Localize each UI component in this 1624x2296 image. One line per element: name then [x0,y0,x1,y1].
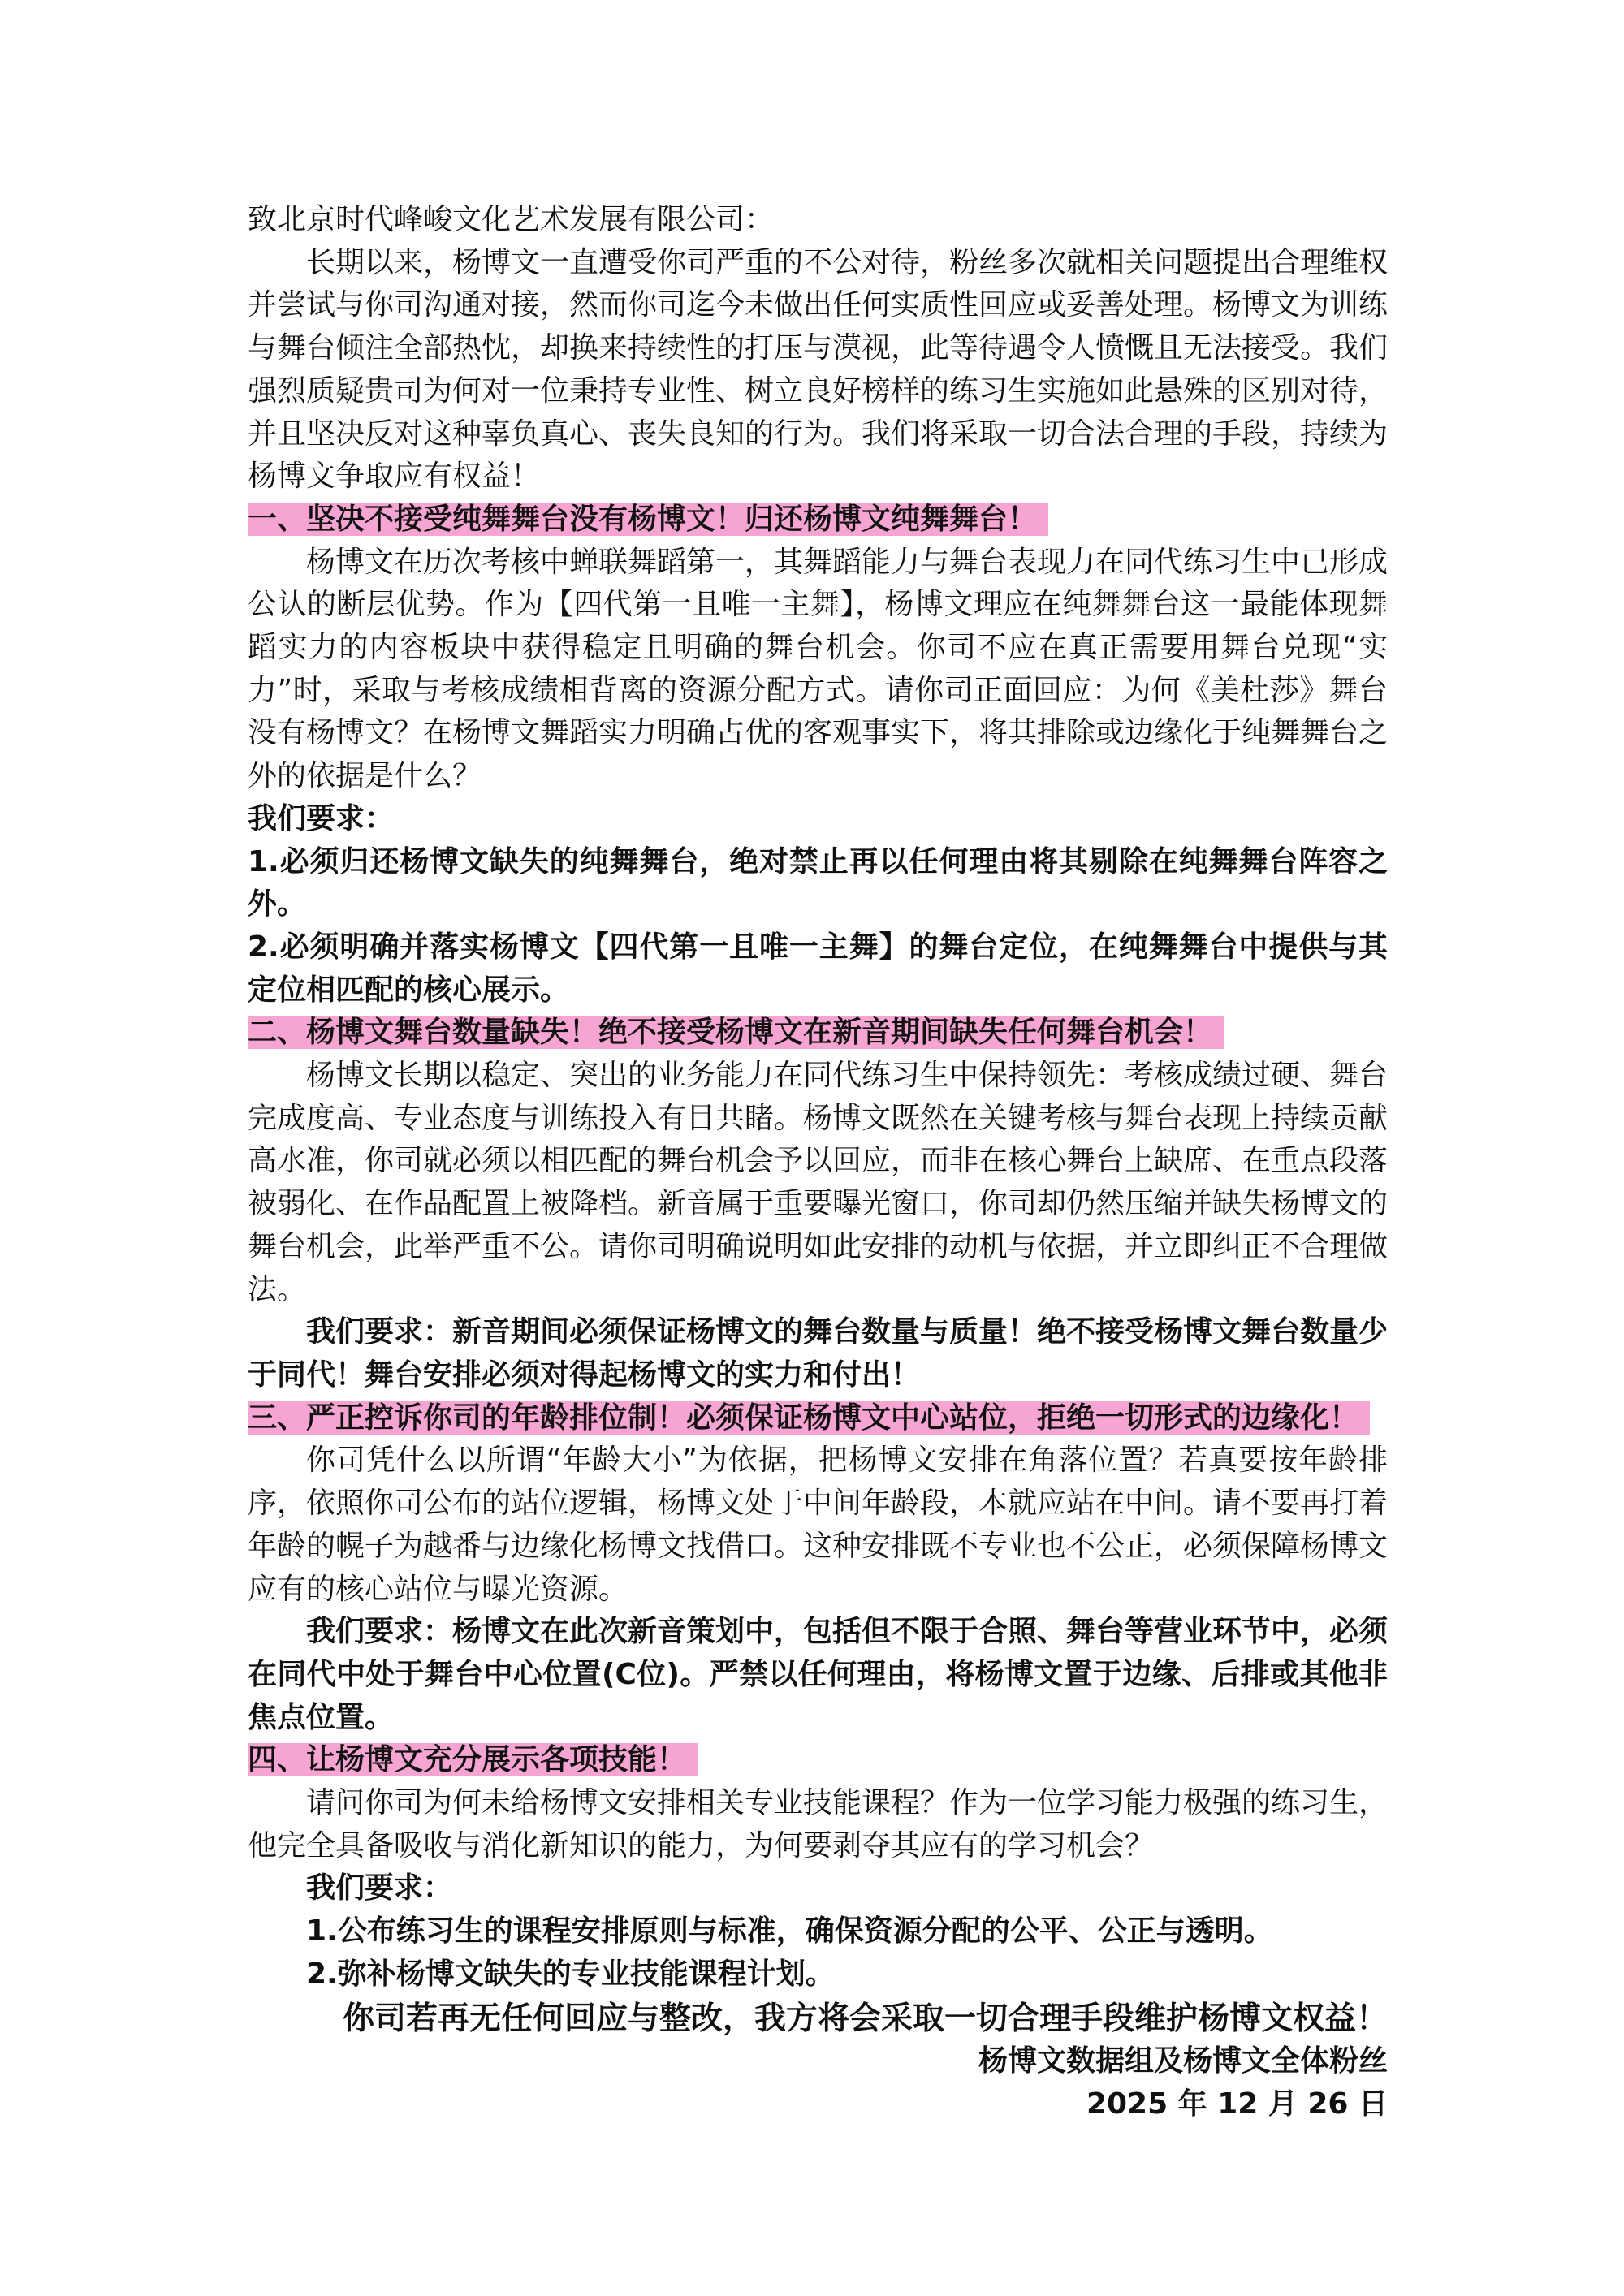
section-2 [248,1012,1388,1055]
section-1-demand-label: 我们要求： [248,801,395,835]
section-4-heading: 四、让杨博文充分展示各项技能！ [248,1743,698,1776]
section-4-demand-2: 2.弥补杨博文缺失的专业技能课程计划。 [306,1957,835,1991]
section-1-demand-1: 1.必须归还杨博文缺失的纯舞舞台，绝对禁止再以任何理由将其剔除在纯舞舞台阵容之外。 [248,844,1388,921]
section-3-body: 你司凭什么以所谓“年龄大小”为依据，把杨博文安排在角落位置？若真要按年龄排序，依照你司公布的站位逻辑，杨博文处于中间年龄段，本就应站在中间。请不要再打着年龄的幌子为越番与边缘化杨博文找借口。这种安排既不专业也不公正，必须保障杨博文应有的核心站位与曝光资源。 [248,1444,1389,1606]
section-2-heading: 二、杨博文舞台数量缺失！绝不接受杨博文在新音期间缺失任何舞台机会！ [248,1016,1224,1049]
section-4-body: 请问你司为何未给杨博文安排相关专业技能课程？作为一位学习能力极强的练习生，他完全具备吸收与消化新知识的能力，为何要剥夺其应有的学习机会？ [248,1786,1389,1862]
section-1-body: 杨博文在历次考核中蝉联舞蹈第一，其舞蹈能力与舞台表现力在同代练习生中已形成公认的断层优势。作为【四代第一且唯一主舞】，杨博文理应在纯舞舞台这一最能体现舞蹈实力的内容板块中获得稳定且明确的舞台机会。你司不应在真正需要用舞台兑现“实力”时，采取与考核成绩相背离的资源分配方式。请你司正面回应：为何《美杜莎》舞台没有杨博文？在杨博文舞蹈实力明确占优的客观事实下，将其排除或边缘化于纯舞舞台之外的依据是什么？ [248,545,1389,793]
section-3-heading: 三、严正控诉你司的年龄排位制！必须保证杨博文中心站位，拒绝一切形式的边缘化！ [248,1401,1370,1435]
section-1 [248,498,1388,542]
signature: 杨博文数据组及杨博文全体粉丝 [978,2044,1388,2078]
section-4 [248,1739,1388,1782]
intro-paragraph: 长期以来，杨博文一直遭受你司严重的不公对待，粉丝多次就相关问题提出合理维权并尝试与你司沟通对接，然而你司迄今未做出任何实质性回应或妥善处理。杨博文为训练与舞台倾注全部热忱，却换来持续性的打压与漠视，此等待遇令人愤慨且无法接受。我们强烈质疑贵司为何对一位秉持专业性、树立良好榜样的练习生实施如此悬殊的区别对待，并且坚决反对这种辜负真心、丧失良知的行为。我们将采取一切合法合理的手段，持续为杨博文争取应有权益！ [248,245,1389,494]
section-3 [248,1397,1388,1440]
section-2-demand: 我们要求：新音期间必须保证杨博文的舞台数量与质量！绝不接受杨博文舞台数量少于同代！舞台安排必须对得起杨博文的实力和付出！ [248,1315,1389,1392]
date: 2025 年 12 月 26 日 [1086,2087,1388,2121]
section-2-body: 杨博文长期以稳定、突出的业务能力在同代练习生中保持领先：考核成绩过硬、舞台完成度高、专业态度与训练投入有目共睹。杨博文既然在关键考核与舞台表现上持续贡献高水准，你司就必须以相匹配的舞台机会予以回应，而非在核心舞台上缺席、在重点段落被弱化、在作品配置上被降档。新音属于重要曝光窗口，你司却仍然压缩并缺失杨博文的舞台机会，此举严重不公。请你司明确说明如此安排的动机与依据，并立即纠正不合理做法。 [248,1059,1389,1306]
section-4-demand-label: 我们要求： [306,1871,453,1905]
closing-statement: 你司若再无任何回应与整改，我方将会采取一切合理手段维护杨博文权益！ [342,2000,1388,2037]
section-1-heading: 一、坚决不接受纯舞舞台没有杨博文！归还杨博文纯舞舞台！ [248,503,1048,536]
salutation: 致北京时代峰峻文化艺术发展有限公司： [248,203,775,236]
letter-document [248,199,1388,2126]
section-1-demand-2: 2.必须明确并落实杨博文【四代第一且唯一主舞】的舞台定位，在纯舞舞台中提供与其定位相匹配的核心展示。 [248,930,1388,1007]
section-3-demand: 我们要求：杨博文在此次新音策划中，包括但不限于合照、舞台等营业环节中，必须在同代中处于舞台中心位置(C位)。严禁以任何理由，将杨博文置于边缘、后排或其他非焦点位置。 [248,1615,1389,1734]
section-4-demand-1: 1.公布练习生的课程安排原则与标准，确保资源分配的公平、公正与透明。 [306,1914,1273,1949]
